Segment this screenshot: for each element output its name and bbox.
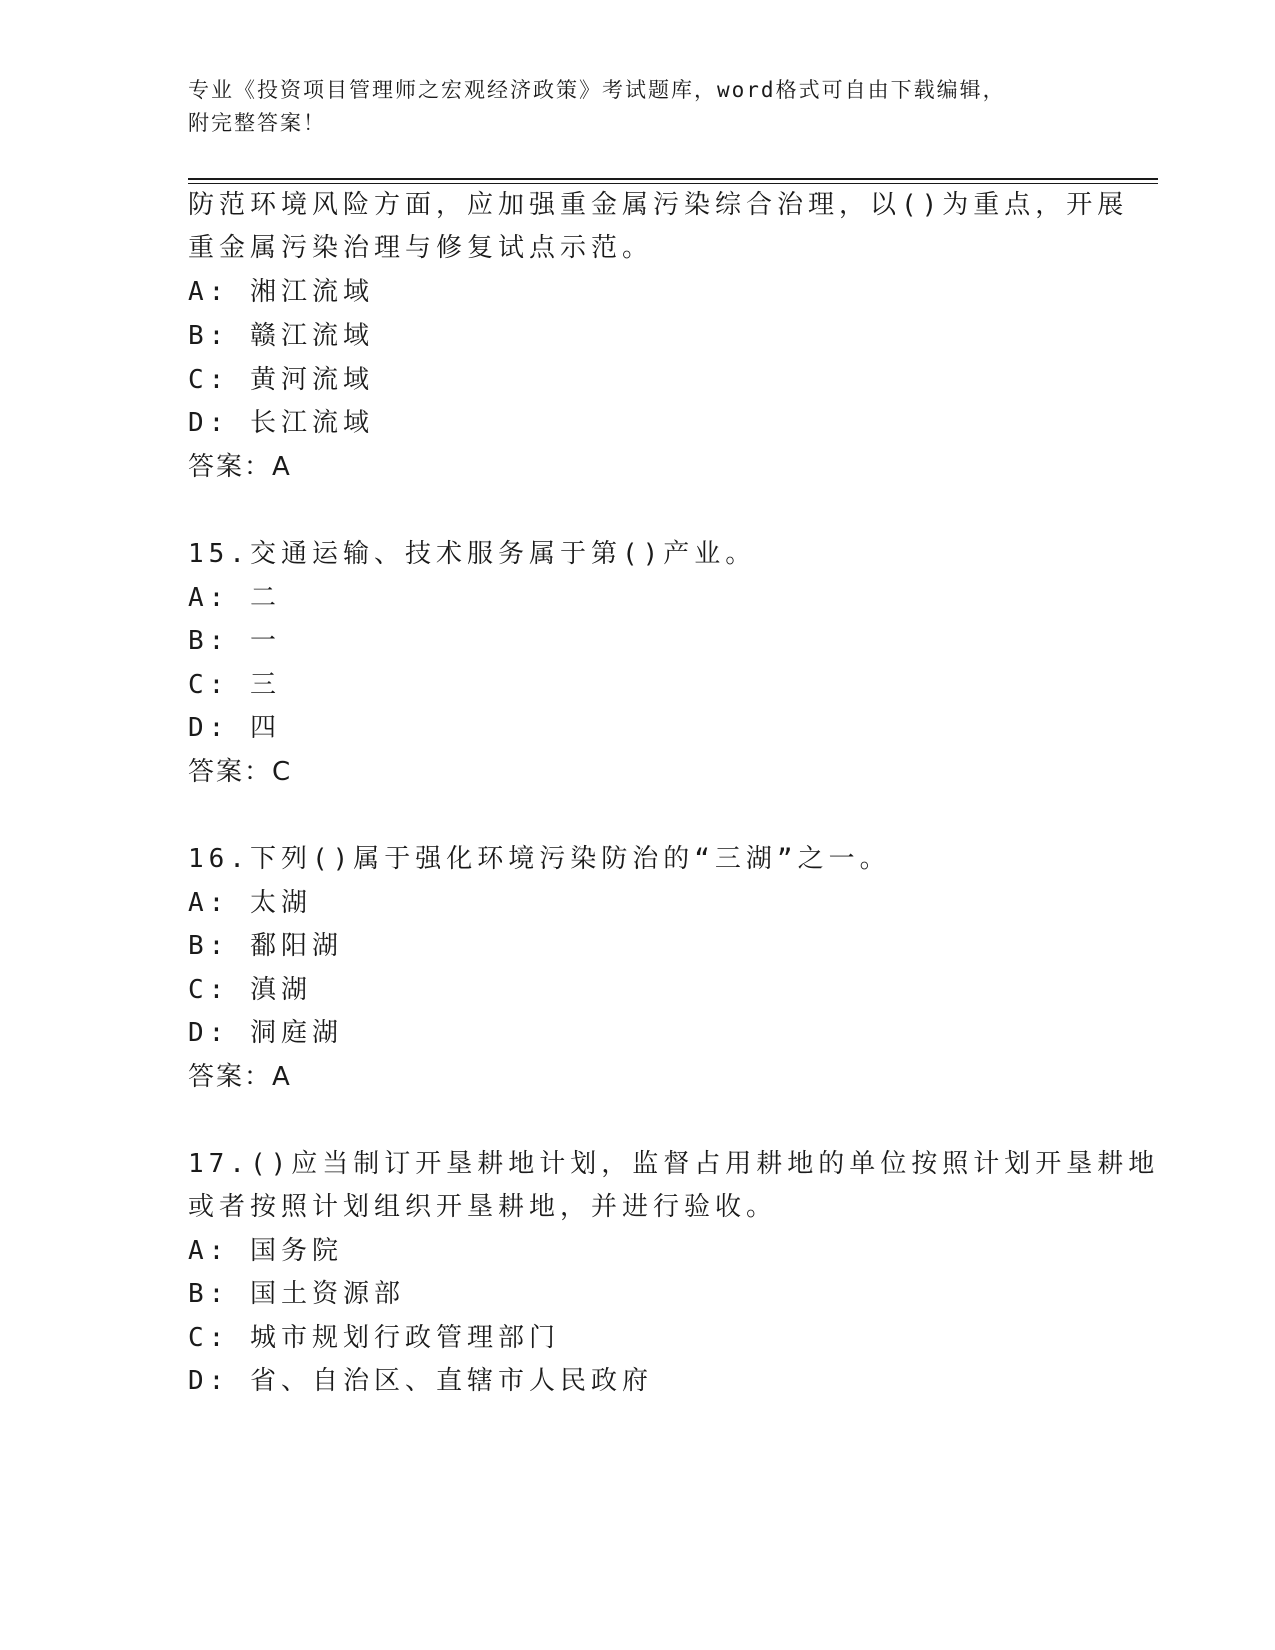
q14-option-b: B: 赣江流域: [188, 321, 374, 351]
q15-option-d: D: 四: [188, 713, 281, 743]
q15-answer: 答案：C: [188, 757, 293, 787]
document-header: [188, 74, 1088, 140]
q15-stem: 15.交通运输、技术服务属于第()产业。: [188, 539, 757, 569]
header-line-1: 专业《投资项目管理师之宏观经济政策》考试题库，word格式可自由下载编辑，: [188, 78, 1006, 102]
q14-stem-line-2: 重金属污染治理与修复试点示范。: [188, 233, 654, 263]
q14-option-c: C: 黄河流域: [188, 365, 374, 395]
q14-option-a: A: 湘江流域: [188, 277, 374, 307]
q17-option-d: D: 省、自治区、直辖市人民政府: [188, 1366, 653, 1396]
q16-option-b: B: 鄱阳湖: [188, 931, 343, 961]
q16-stem: 16.下列()属于强化环境污染防治的“三湖”之一。: [188, 844, 891, 874]
header-divider-thin: [188, 183, 1158, 184]
q16-option-a: A: 太湖: [188, 888, 312, 918]
q16-option-d: D: 洞庭湖: [188, 1018, 343, 1048]
q14-answer: 答案：A: [188, 452, 292, 482]
q17-option-c: C: 城市规划行政管理部门: [188, 1323, 560, 1353]
q15-option-a: A: 二: [188, 583, 281, 613]
q16-option-c: C: 滇湖: [188, 975, 312, 1005]
q17-option-a: A: 国务院: [188, 1236, 343, 1266]
q15-option-b: B: 一: [188, 626, 281, 656]
header-divider-thick: [188, 178, 1158, 180]
q17-stem-line-2: 或者按照计划组织开垦耕地，并进行验收。: [188, 1192, 778, 1222]
q14-option-d: D: 长江流域: [188, 408, 374, 438]
q14-stem-line-1: 防范环境风险方面，应加强重金属污染综合治理，以()为重点，开展: [188, 190, 1129, 220]
q16-answer: 答案：A: [188, 1062, 292, 1092]
q15-option-c: C: 三: [188, 670, 281, 700]
q17-stem-line-1: 17.()应当制订开垦耕地计划，监督占用耕地的单位按照计划开垦耕地: [188, 1149, 1160, 1179]
header-line-2: 附完整答案！: [188, 111, 326, 135]
q17-option-b: B: 国土资源部: [188, 1279, 405, 1309]
